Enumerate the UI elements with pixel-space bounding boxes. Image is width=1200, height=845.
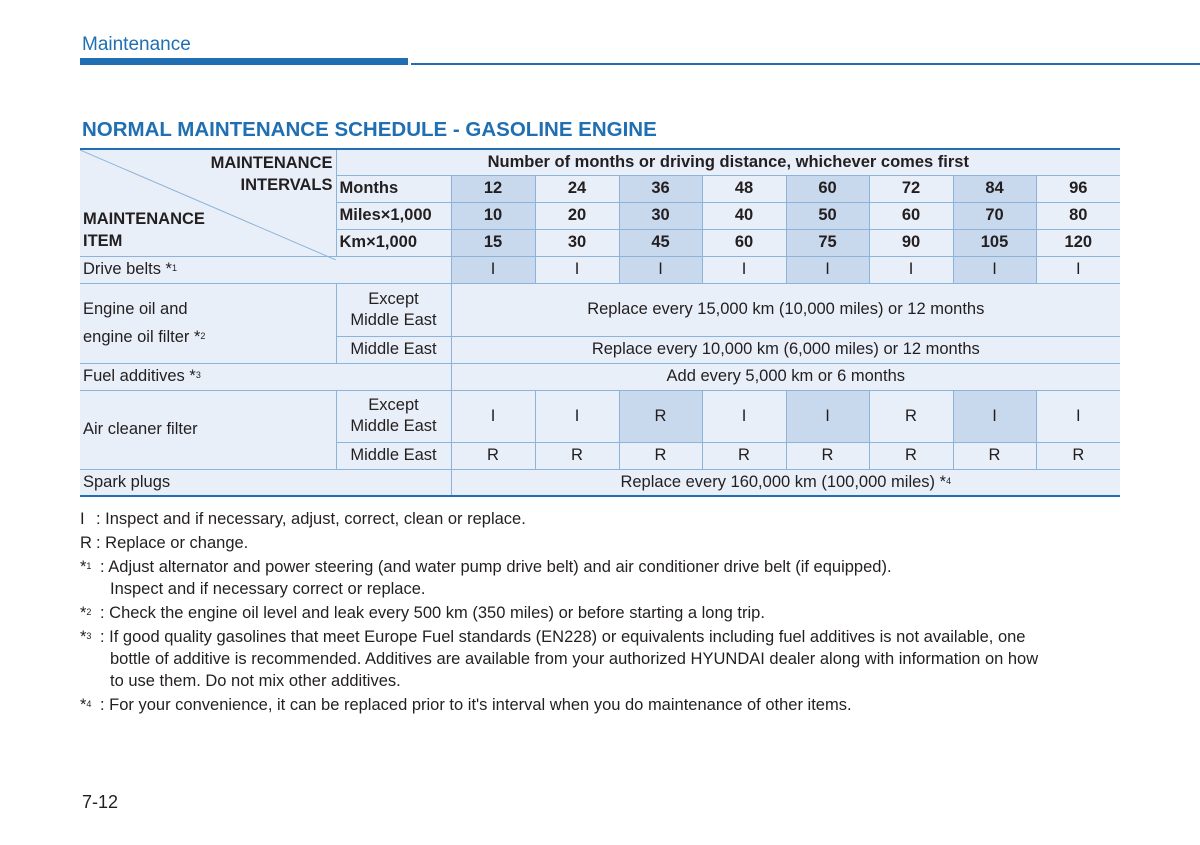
header-rule-thin [411, 63, 1200, 65]
footnote-mark: 4 [946, 475, 952, 486]
interval-cell: 70 [953, 202, 1036, 229]
item-label-air-cleaner: Air cleaner filter [80, 390, 336, 469]
schedule-cell: I [702, 390, 786, 442]
schedule-cell: I [1036, 390, 1120, 442]
region-label-line2: Middle East [350, 417, 437, 435]
interval-cell: 10 [451, 202, 535, 229]
schedule-cell: I [1036, 256, 1120, 283]
schedule-cell: I [451, 390, 535, 442]
note-line: : Inspect and if necessary, adjust, correct, clean or replace. [96, 510, 526, 528]
row-spark-plugs [80, 469, 1120, 496]
interval-cell: 15 [451, 229, 535, 256]
interval-cell: 60 [786, 175, 869, 202]
interval-cell: 12 [451, 175, 535, 202]
region-label-except [336, 283, 451, 336]
note-replace [80, 532, 1125, 554]
interval-cell: 20 [535, 202, 619, 229]
footnote-mark: 1 [86, 561, 92, 571]
schedule-cell: I [786, 390, 869, 442]
schedule-text-value: Replace every 160,000 km (100,000 miles) * [620, 472, 947, 491]
maintenance-schedule-table [80, 148, 1120, 497]
intervals-heading [211, 152, 333, 196]
note-key: I [80, 510, 85, 528]
footnote-mark: 4 [86, 699, 92, 709]
schedule-cell: I [702, 256, 786, 283]
interval-label: Km×1,000 [336, 229, 451, 256]
interval-cell: 75 [786, 229, 869, 256]
schedule-cell: R [1036, 442, 1120, 469]
item-label-spark-plugs: Spark plugs [80, 469, 451, 496]
item-label-text: Drive belts * [83, 260, 172, 278]
interval-cell: 72 [869, 175, 953, 202]
row-air-cleaner-except [80, 390, 1120, 442]
note-inspect [80, 508, 1125, 530]
note-line: to use them. Do not mix other additives. [110, 672, 401, 690]
footnote-mark: 3 [195, 370, 201, 380]
section-title: Maintenance [82, 34, 191, 55]
note-key: * [80, 604, 87, 622]
schedule-cell: R [786, 442, 869, 469]
row-fuel-additives [80, 363, 1120, 390]
note-line: bottle of additive is recommended. Additives are available from your authorized HYUNDAI dealer along with information on how [110, 650, 1039, 668]
note-line: : For your convenience, it can be replaced prior to it's interval when you do maintenance of other items. [100, 696, 852, 714]
region-label-line1: Except [368, 289, 419, 308]
schedule-cell: I [535, 390, 619, 442]
schedule-cell: I [535, 256, 619, 283]
schedule-text [451, 469, 1120, 496]
interval-cell: 105 [953, 229, 1036, 256]
schedule-cell: R [451, 442, 535, 469]
interval-span-header: Number of months or driving distance, whichever comes first [336, 149, 1120, 175]
region-label-middle-east: Middle East [336, 336, 451, 363]
schedule-cell: I [786, 256, 869, 283]
interval-cell: 50 [786, 202, 869, 229]
item-label-engine-oil [80, 283, 336, 363]
note-line: : Check the engine oil level and leak every 500 km (350 miles) or before starting a long trip. [100, 604, 765, 622]
note-key: * [80, 696, 87, 714]
interval-cell: 84 [953, 175, 1036, 202]
interval-cell: 30 [619, 202, 702, 229]
interval-cell: 96 [1036, 175, 1120, 202]
page-number: 7-12 [82, 792, 119, 812]
schedule-text: Replace every 15,000 km (10,000 miles) or 12 months [451, 283, 1120, 336]
region-label-middle-east: Middle East [336, 442, 451, 469]
schedule-cell: I [869, 256, 953, 283]
interval-cell: 120 [1036, 229, 1120, 256]
schedule-cell: R [702, 442, 786, 469]
note-line: : Adjust alternator and power steering (and water pump drive belt) and air conditioner drive belt (if equipped). [100, 558, 892, 576]
item-heading-line1: MAINTENANCE [83, 209, 205, 228]
interval-cell: 60 [702, 229, 786, 256]
schedule-cell: R [619, 390, 702, 442]
interval-cell: 60 [869, 202, 953, 229]
table-corner-header [80, 149, 336, 256]
region-label-line2: Middle East [350, 310, 437, 329]
note-footnote-1 [80, 556, 1125, 600]
item-label-text: Fuel additives * [83, 367, 196, 385]
schedule-cell: I [953, 256, 1036, 283]
interval-cell: 30 [535, 229, 619, 256]
footnotes [80, 508, 1125, 718]
interval-label: Miles×1,000 [336, 202, 451, 229]
row-drive-belts [80, 256, 1120, 283]
schedule-cell: R [535, 442, 619, 469]
region-label-line1: Except [368, 396, 419, 414]
intervals-heading-line1: MAINTENANCE [210, 154, 333, 172]
item-heading [83, 208, 205, 252]
interval-label: Months [336, 175, 451, 202]
schedule-cell: R [619, 442, 702, 469]
note-footnote-3 [80, 626, 1125, 692]
note-footnote-2 [80, 602, 1125, 624]
note-key: R [80, 534, 92, 552]
note-line: : Replace or change. [96, 534, 249, 552]
interval-cell: 45 [619, 229, 702, 256]
schedule-text: Replace every 10,000 km (6,000 miles) or 12 months [451, 336, 1120, 363]
table-title: NORMAL MAINTENANCE SCHEDULE - GASOLINE ENGINE [82, 118, 657, 141]
intervals-heading-line2: INTERVALS [240, 176, 333, 194]
footnote-mark: 2 [200, 331, 206, 341]
note-line: : If good quality gasolines that meet Europe Fuel standards (EN228) or equivalents including fuel additives is not available, one [100, 628, 1026, 646]
item-label-line1: Engine oil and [83, 300, 188, 318]
item-label-drive-belts [80, 256, 451, 283]
item-label-fuel-additives [80, 363, 451, 390]
footnote-mark: 3 [86, 631, 92, 641]
item-label-line2: engine oil filter * [83, 328, 201, 346]
footnote-mark: 2 [86, 607, 92, 617]
row-engine-oil-except [80, 283, 1120, 336]
interval-cell: 36 [619, 175, 702, 202]
schedule-cell: I [619, 256, 702, 283]
interval-cell: 40 [702, 202, 786, 229]
note-key: * [80, 558, 87, 576]
schedule-cell: I [451, 256, 535, 283]
interval-cell: 48 [702, 175, 786, 202]
schedule-cell: R [953, 442, 1036, 469]
schedule-cell: I [953, 390, 1036, 442]
interval-cell: 24 [535, 175, 619, 202]
note-line: Inspect and if necessary correct or replace. [110, 580, 426, 598]
note-key: * [80, 628, 87, 646]
schedule-cell: R [869, 442, 953, 469]
interval-cell: 90 [869, 229, 953, 256]
region-label-except [336, 390, 451, 442]
item-heading-line2: ITEM [83, 231, 123, 250]
schedule-text: Add every 5,000 km or 6 months [451, 363, 1120, 390]
header-rule-thick [80, 58, 408, 65]
note-footnote-4 [80, 694, 1125, 716]
footnote-mark: 1 [171, 263, 177, 273]
schedule-cell: R [869, 390, 953, 442]
interval-cell: 80 [1036, 202, 1120, 229]
